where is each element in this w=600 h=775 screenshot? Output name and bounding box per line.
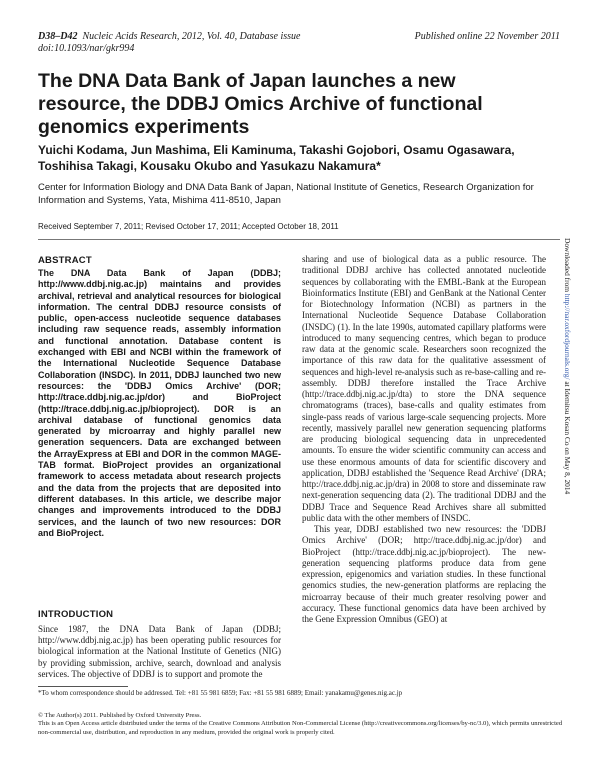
abstract-text: The DNA Data Bank of Japan (DDBJ; http://www.ddbj.nig.ac.jp) maintains and provides archival, retrieval and analytical resources for biological information. The central DDBJ resource consists of public, open-access nucleotide sequence databases including raw sequence reads, assembly information and functional annotation. Database content is exchanged with EBI and NCBI within the framework of the International Nucleotide Sequence Database Collaboration (INSDC). In 2011, DDBJ launched two new resources: the 'DDBJ Omics Archive' (DOR; http://trace.ddbj.nig.ac.jp/dor) and BioProject (http://trace.ddbj.nig.ac.jp/bioproject). DOR is an archival database of functional genomics data generated by microarray and highly parallel new generation sequencers. Data are exchanged between the ArrayExpress at EBI and DOR in the common MAGE-TAB format. BioProject provides an organizational framework to access metadata about research projects and the data from the projects that are deposited into different databases. In this article, we describe major changes and improvements introduced to the DDBJ services, and the launch of two new resources: DOR and BioProject. [38,268,281,538]
introduction-text: Since 1987, the DNA Data Bank of Japan (DDBJ; http://www.ddbj.nig.ac.jp) has been operating public resources for biological information at the National Institute of Genetics (NIG) by providing submission, archive, search, download and analysis services. The objective of DDBJ is to support and promote the [38,624,281,679]
journal-name: Nucleic Acids Research, 2012, Vol. 40, Database issue [82,31,301,42]
article-title: The DNA Data Bank of Japan launches a new resource, the DDBJ Omics Archive of functional genomics experiments [38,70,483,138]
download-suffix: at Idemitsu Kosan Co on May 8, 2014 [563,379,572,495]
download-watermark [563,238,578,688]
received-dates: Received September 7, 2011; Revised October 17, 2011; Accepted October 18, 2011 [38,222,339,231]
introduction-heading: INTRODUCTION [38,609,114,620]
download-prefix: Downloaded from [563,238,572,294]
correspondence-footnote: *To whom correspondence should be addressed. Tel: +81 55 981 6859; Fax: +81 55 981 6889; Email: yanakamu@genes.nig.ac.jp [38,689,403,697]
doi[interactable]: doi:10.1093/nar/gkr994 [38,43,135,54]
header-divider [38,239,560,240]
abstract-heading: ABSTRACT [38,255,92,266]
footnote-divider [38,686,128,687]
page-range: D38–D42 [38,31,78,42]
license-text: This is an Open Access article distributed under the terms of the Creative Commons Attribution Non-Commercial License (http://creativecommons.org/licenses/by-nc/3.0), which permits unrestricted non-commercial use, distribution, and reproduction in any medium, provided the original work is properly cited. [38,720,563,736]
copyright-notice [38,712,568,737]
running-header [38,31,300,55]
journal-link[interactable]: http://nar.oxfordjournals.org/ [563,293,572,380]
publication-date: Published online 22 November 2011 [414,31,560,42]
right-column [302,254,546,625]
author-list: Yuichi Kodama, Jun Mashima, Eli Kaminuma, Takashi Gojobori, Osamu Ogasawara, Toshihisa Takagi, Kousaku Okubo and Yasukazu Nakamura* [38,143,515,173]
body-paragraph: sharing and use of biological data as a public resource. The traditional DDBJ archive has collected annotated nucleotide sequences by collaborating with the EMBL-Bank at the European Bioinformatics Institute (EBI) and GenBank at the National Center for Biotechnology Information (NCBI) as partners in the International Nucleotide Sequence Database Collaboration (INSDC) (1). In the late 1990s, automated capillary platforms were introduced to many sequencing centres, which began to produce raw data at the genomic scale. Researchers soon recognized the importance of this raw data for the qualitative assessment of sequences and high-level re-analysis such as re-base-calling and re-assembly. DDBJ therefore installed the Trace Archive (http://trace.ddbj.nig.ac.jp/dta) to store the DNA sequence chromatograms (traces), base-calls and quality estimates from single-pass reads of various large-scale sequencing projects. More recently, massively parallel new generation sequencing platforms are producing biological sequencing data in unprecedented amounts. To ensure the wider scientific community can access and use these enormous amounts of data for scientific discovery and application, DDBJ established the 'Sequence Read Archive' (DRA; http://trace.ddbj.nig.ac.jp/dra) in 2008 to store and disseminate raw next-generation sequencing data (2). The traditional DDBJ and the DDBJ Trace and Sequence Read Archives share all submitted public data with the other members of INSDC. [302,254,546,523]
body-paragraph: This year, DDBJ established two new resources: the 'DDBJ Omics Archive' (DOR; http://trace.ddbj.nig.ac.jp/dor) and BioProject (http://trace.ddbj.nig.ac.jp/bioproject). The new-generation sequencing platforms produce data from gene expression, epigenomics and variation studies. In these functional genomics studies, the new-generation platforms are replacing the microarray because of their much greater resolving power and accuracy. These functional genomics data have been archived by the Gene Expression Omnibus (GEO) at [302,524,546,624]
copyright-line: © The Author(s) 2011. Published by Oxford University Press. [38,712,202,719]
affiliation: Center for Information Biology and DNA Data Bank of Japan, National Institute of Genetics, Research Organization for Information and Systems, Yata, Mishima 411-8510, Japan [38,182,534,206]
